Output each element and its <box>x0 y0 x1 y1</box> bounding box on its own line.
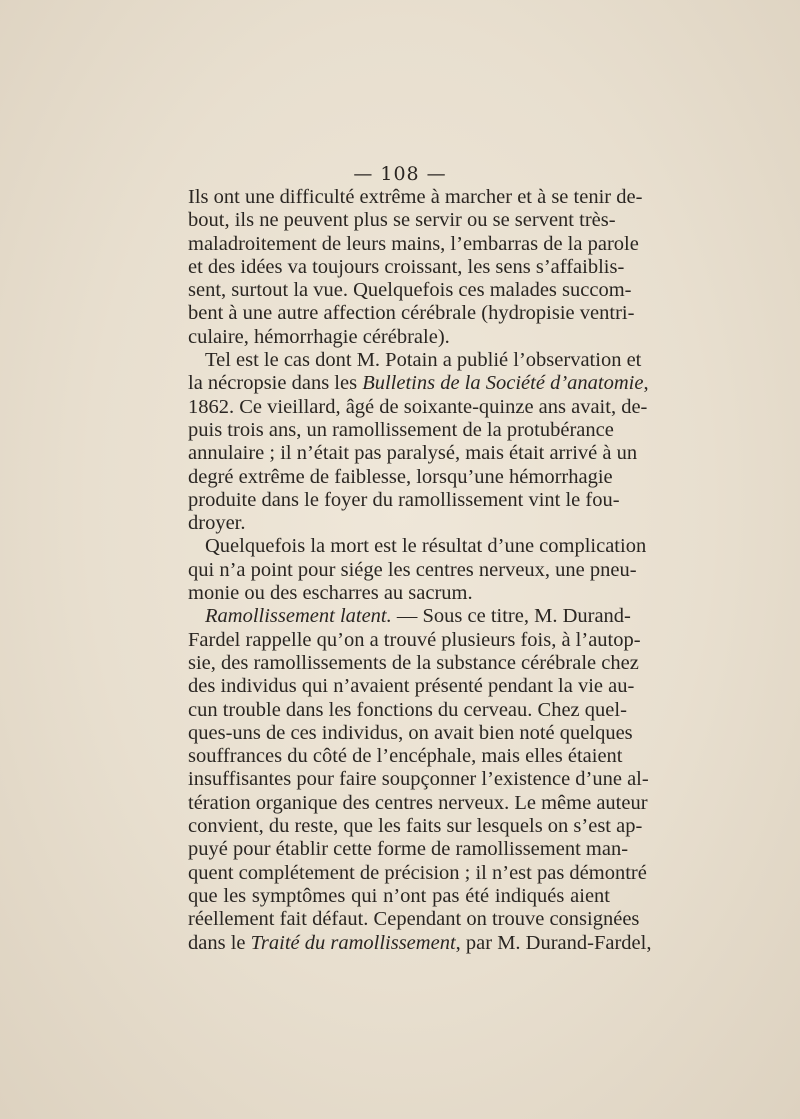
text-line: Ils ont une difficulté extrême à marcher et à se tenir de- <box>188 186 643 208</box>
text-line: produite dans le foyer du ramollissement vint le fou- <box>188 488 620 511</box>
text-line: puyé pour établir cette forme de ramollissement man- <box>188 838 629 861</box>
text-line: culaire, hémorrhagie cérébrale). <box>188 325 450 348</box>
text-line: cun trouble dans les fonctions du cerveau. Chez quel- <box>188 698 627 721</box>
section-heading: Ramollissement latent. <box>205 605 392 628</box>
text-line: insuffisantes pour faire soupçonner l’existence d’une al- <box>188 768 649 791</box>
text-run: , <box>643 372 649 395</box>
text-line: et des idées va toujours croissant, les sens s’affaiblis- <box>188 255 625 278</box>
text-line: puis trois ans, un ramollissement de la protubérance <box>188 418 614 441</box>
body-text <box>188 186 652 955</box>
text-line: Tel est le cas dont M. Potain a publié l’observation et <box>205 349 642 372</box>
text-line: des individus qui n’avaient présenté pendant la vie au- <box>188 675 635 698</box>
text-line: bent à une autre affection cérébrale (hydropisie ventri- <box>188 302 635 325</box>
text-line: tération organique des centres nerveux. Le même auteur <box>188 791 648 814</box>
journal-title: Bulletins de la Société d’anatomie <box>362 372 644 395</box>
text-line: sent, surtout la vue. Quelquefois ces malades succom- <box>188 279 632 302</box>
text-line <box>188 372 649 395</box>
text-line: bout, ils ne peuvent plus se servir ou se servent très- <box>188 209 616 232</box>
text-line: droyer. <box>188 512 246 535</box>
text-line: degré extrême de faiblesse, lorsqu’une hémorrhagie <box>188 465 613 488</box>
text-line <box>188 605 631 628</box>
text-line: Quelquefois la mort est le résultat d’une complication <box>205 535 647 558</box>
text-line: que les symptômes qui n’ont pas été indiqués aient <box>188 884 610 907</box>
text-line: sie, des ramollissements de la substance cérébrale chez <box>188 651 639 674</box>
text-line: ques-uns de ces individus, on avait bien noté quelques <box>188 721 633 744</box>
text-run: , par M. Durand-Fardel, <box>455 931 652 954</box>
text-run: la nécropsie dans les <box>188 372 363 395</box>
text-line: souffrances du côté de l’encéphale, mais elles étaient <box>188 745 623 768</box>
text-line <box>188 931 652 955</box>
text-line: convient, du reste, que les faits sur lesquels on s’est ap- <box>188 815 643 838</box>
book-title: Traité du ramollissement <box>250 931 456 954</box>
text-line: annulaire ; il n’était pas paralysé, mais était arrivé à un <box>188 442 638 465</box>
text-run: — Sous ce titre, M. Durand- <box>391 605 631 628</box>
text-line: monie ou des escharres au sacrum. <box>188 582 473 605</box>
text-line: maladroitement de leurs mains, l’embarras de la parole <box>188 232 639 255</box>
text-line: 1862. Ce vieillard, âgé de soixante-quinze ans avait, de- <box>188 395 648 418</box>
text-line: réellement fait défaut. Cependant on trouve consignées <box>188 908 640 931</box>
text-line: qui n’a point pour siége les centres nerveux, une pneu- <box>188 558 637 581</box>
text-line: quent complétement de précision ; il n’est pas démontré <box>188 861 647 884</box>
text-line: Fardel rappelle qu’on a trouvé plusieurs fois, à l’autop- <box>188 628 641 651</box>
text-run: dans le <box>188 931 251 954</box>
page-number: — 108 — <box>353 163 447 185</box>
